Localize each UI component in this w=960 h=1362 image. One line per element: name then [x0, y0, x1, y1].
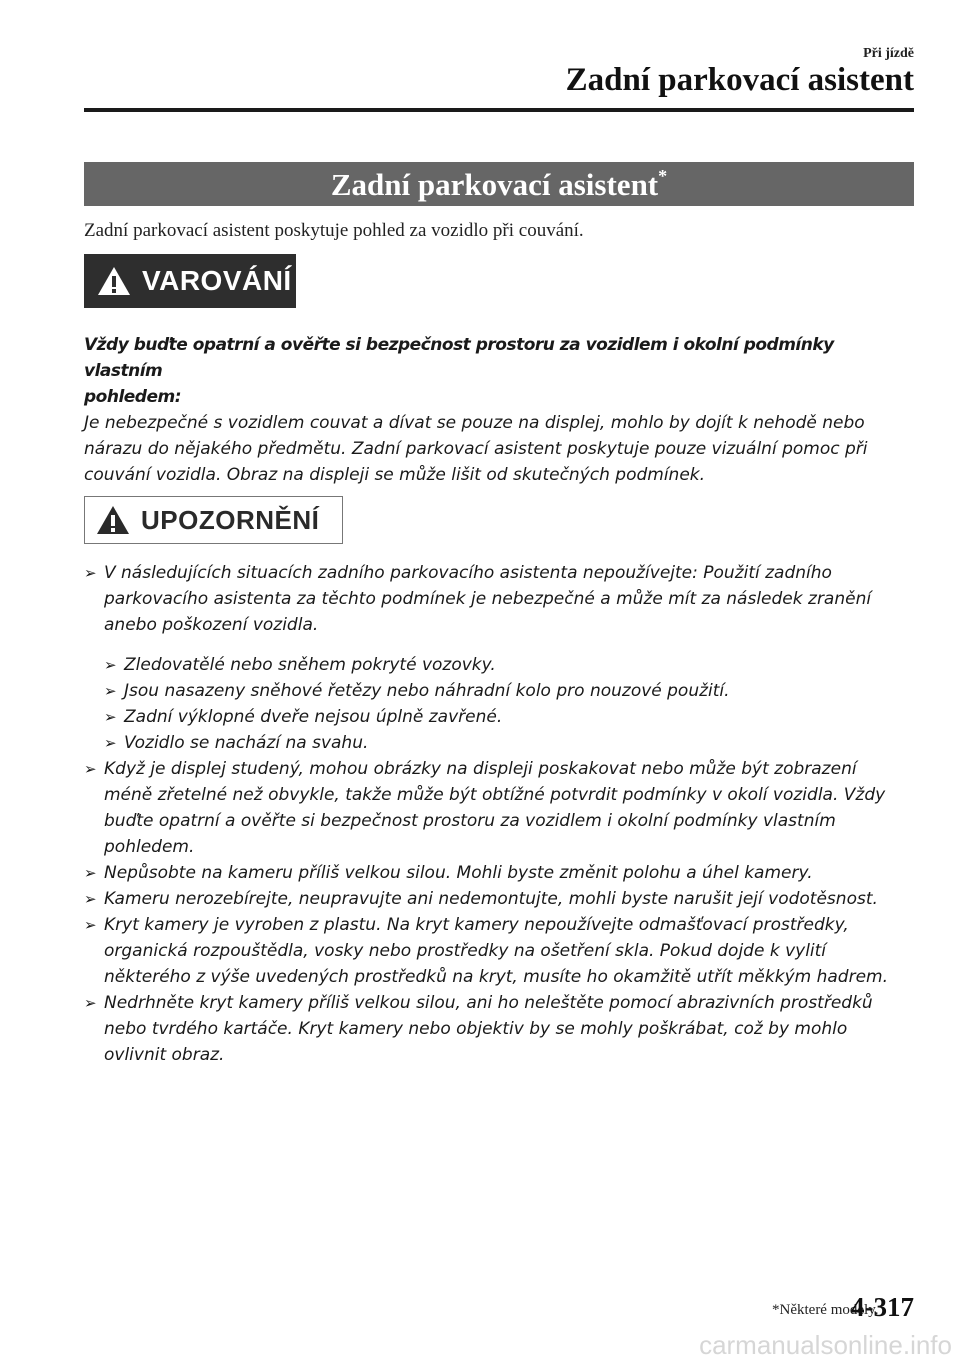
list-item-line: parkovacího asistenta za těchto podmínek je nebezpečné a může mít za následek zranění	[104, 589, 872, 609]
list-item	[84, 756, 914, 860]
list-item-line: Nepůsobte na kameru příliš velkou silou. Mohli byste změnit polohu a úhel kamery.	[104, 863, 813, 883]
watermark: carmanualsonline.info	[699, 1330, 952, 1360]
caution-list	[84, 560, 914, 1068]
warning-text-line: couvání vozidla. Obraz na displeji se může lišit od skutečných podmínek.	[84, 465, 706, 485]
bullet-arrow-icon: ➢	[84, 864, 97, 882]
caution-box	[84, 496, 343, 544]
list-item	[84, 860, 914, 886]
warning-bold-line: Vždy buďte opatrní a ověřte si bezpečnost prostoru za vozidlem i okolní podmínky vlastním	[84, 335, 834, 381]
list-item-line: Kameru nerozebírejte, neupravujte ani nedemontujte, mohli byste narušit její vodotěsnost.	[104, 889, 878, 909]
sub-list	[104, 652, 914, 756]
list-item-line: některého z výše uvedených prostředků na kryt, musíte ho okamžitě utřít měkkým hadrem.	[104, 967, 889, 987]
list-item-line: buďte opatrní a ověřte si bezpečnost prostoru za vozidlem i okolní podmínky vlastním	[104, 811, 836, 831]
sub-list-item	[104, 652, 914, 678]
section-asterisk: *	[658, 166, 668, 186]
bullet-arrow-icon: ➢	[104, 682, 117, 700]
warning-triangle-icon	[96, 265, 132, 297]
caution-triangle-icon	[95, 504, 131, 536]
intro-text: Zadní parkovací asistent poskytuje pohled za vozidlo při couvání.	[84, 220, 584, 241]
list-item-line: méně zřetelné než obvykle, takže může být obtížné potvrdit podmínky v okolí vozidla. Vždy	[104, 785, 886, 805]
bullet-arrow-icon: ➢	[104, 734, 117, 752]
list-item	[84, 560, 914, 638]
bullet-arrow-icon: ➢	[84, 890, 97, 908]
warning-text-line: Je nebezpečné s vozidlem couvat a dívat se pouze na displej, mohlo by dojít k nehodě nebo	[84, 413, 865, 433]
caution-label: UPOZORNĚNÍ	[141, 504, 320, 535]
list-item	[84, 886, 914, 912]
list-item-line: organická rozpouštědla, vosky nebo prostředky na ošetření skla. Pokud dojde k vylití	[104, 941, 827, 961]
section-title: Zadní parkovací asistent	[330, 167, 659, 202]
bullet-arrow-icon: ➢	[84, 564, 97, 582]
list-item-line: ovlivnit obraz.	[104, 1045, 225, 1065]
page-number: 4-317	[851, 1292, 914, 1322]
warning-text	[84, 332, 914, 488]
section-title-band	[84, 162, 914, 206]
list-item-line: Nedrhněte kryt kamery příliš velkou silou, ani ho neleštěte pomocí abrazivních prostředků	[104, 993, 873, 1013]
list-item	[84, 990, 914, 1068]
list-item	[84, 912, 914, 990]
sub-list-item-text: Zledovatělé nebo sněhem pokryté vozovky.	[124, 655, 496, 675]
sub-list-item	[104, 730, 914, 756]
list-item-line: nebo tvrdého kartáče. Kryt kamery nebo objektiv by se mohly poškrábat, což by mohlo	[104, 1019, 848, 1039]
sub-list-item	[104, 678, 914, 704]
sub-list-item-text: Vozidlo se nachází na svahu.	[124, 733, 369, 753]
list-item-line: anebo poškození vozidla.	[104, 615, 319, 635]
warning-bold-line: pohledem:	[84, 387, 182, 407]
sub-list-item	[104, 704, 914, 730]
warning-label: VAROVÁNÍ	[142, 265, 292, 296]
warning-text-line: nárazu do nějakého předmětu. Zadní parkovací asistent poskytuje pouze vizuální pomoc při	[84, 439, 868, 459]
header-subtitle: Při jízdě	[863, 46, 914, 61]
bullet-arrow-icon: ➢	[104, 708, 117, 726]
sub-list-item-text: Zadní výklopné dveře nejsou úplně zavřené.	[124, 707, 503, 727]
list-item-line: Kryt kamery je vyroben z plastu. Na kryt kamery nepoužívejte odmašťovací prostředky,	[104, 915, 849, 935]
list-item-line: V následujících situacích zadního parkovacího asistenta nepoužívejte: Použití zadního	[104, 563, 832, 583]
header-title: Zadní parkovací asistent	[565, 62, 914, 98]
list-item-line: Když je displej studený, mohou obrázky na displeji poskakovat nebo může být zobrazení	[104, 759, 857, 779]
header-rule	[84, 108, 914, 112]
sub-list-item-text: Jsou nasazeny sněhové řetězy nebo náhradní kolo pro nouzové použití.	[124, 681, 730, 701]
bullet-arrow-icon: ➢	[84, 760, 97, 778]
bullet-arrow-icon: ➢	[104, 656, 117, 674]
list-item-line: pohledem.	[104, 837, 195, 857]
bullet-arrow-icon: ➢	[84, 916, 97, 934]
bullet-arrow-icon: ➢	[84, 994, 97, 1012]
warning-box	[84, 254, 296, 308]
footer-note: *Některé modely.	[772, 1302, 879, 1318]
